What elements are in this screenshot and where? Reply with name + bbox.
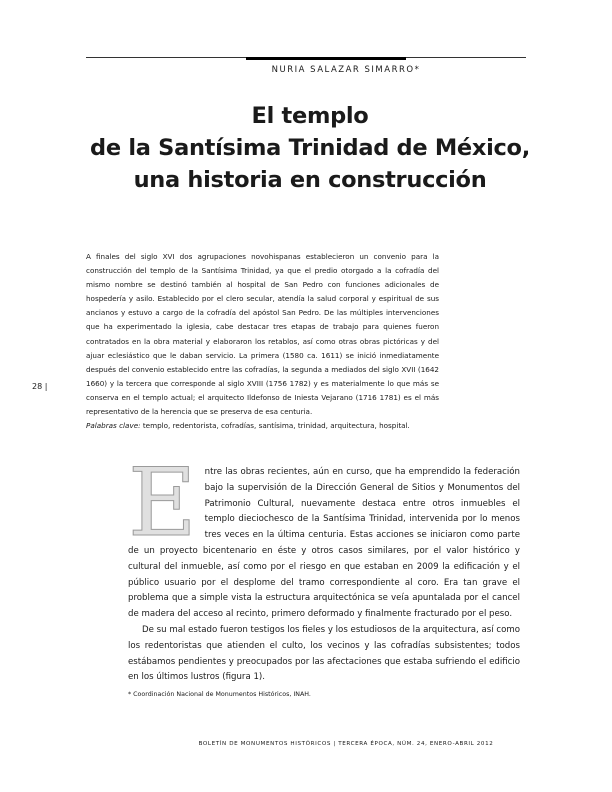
keywords-label: Palabras clave: xyxy=(86,421,141,431)
body-text xyxy=(128,449,520,686)
title-line-2: de la Santísima Trinidad de México, xyxy=(90,135,530,162)
abstract xyxy=(86,250,439,433)
page-number: 28 | xyxy=(32,382,48,391)
header-rule-accent xyxy=(246,57,406,60)
abstract-text: A finales del siglo XVI dos agrupaciones novohispanas establecieron un convenio para la construcción del templo de la Santísima Trinidad, ya que el predio otorgado a la cofradía del mismo nombre se destinó también al hospital de San Pedro con funciones adicionales de hospedería y asilo. Establecido por el clero secular, atendía la salud corporal y espiritual de sus ancianos y estuvo a cargo de la cofradía del apóstol San Pedro. De las múltiples intervenciones que ha experimentado la iglesia, cabe destacar tres etapas de trabajo para quienes fueron contratados en la obra material y elaboraron los retablos, así como otras obras pictóricas y del ajuar eclesiástico que le daban servicio. La primera (1580 ca. 1611) se inició inmediatamente después del convenio establecido entre las cofradías, la segunda a mediados del siglo XVII (1642 1660) y la tercera que corresponde al siglo XVIII (1756 1782) y es materialmente lo que más se conserva en el templo actual; el arquitecto Ildefonso de Iniesta Vejarano (1716 1781) es el más representativo de la herencia que se preserva de esa centuria. xyxy=(86,252,439,417)
title-line-1: El templo xyxy=(251,103,369,129)
footnote: * Coordinación Nacional de Monumentos Históricos, INAH. xyxy=(128,691,311,698)
title-line-3: una historia en construcción xyxy=(133,167,487,194)
drop-cap: E xyxy=(128,449,197,558)
paragraph-2: De su mal estado fueron testigos los fieles y los estudiosos de la arquitectura, así como los redentoristas que atienden el culto, los vecinos y las cofradías subsistentes; todos estábamos pendientes y preocupados por las afectaciones que estaba sufriendo el edificio en los últimos lustros (figura 1). xyxy=(128,624,520,683)
author-name: NURIA SALAZAR SIMARRO* xyxy=(271,65,421,75)
journal-footer: BOLETÍN DE MONUMENTOS HISTÓRICOS | TERCERA ÉPOCA, NÚM. 24, ENERO-ABRIL 2012 xyxy=(198,741,494,747)
keywords xyxy=(86,419,439,433)
paragraph-1: ntre las obras recientes, aún en curso, que ha emprendido la federación bajo la supervisión de la Dirección General de Sitios y Monumentos del Patrimonio Cultural, nuevamente destaca entre otros inmuebles el templo dieciochesco de la Santísima Trinidad, intervenida por lo menos tres veces en la última centuria. Estas acciones se iniciaron como parte de un proyecto bicentenario en éste y otros casos similares, por el valor histórico y cultural del inmueble, así como por el riesgo en que estaban en 2009 la edificación y el público usuario por el desplome del tramo correspondiente al coro. Era tan grave el problema que a simple vista la estructura arquitectónica se veía apuntalada por el cancel de madera del acceso al recinto, primero deformado y finalmente fracturado por el peso. xyxy=(128,467,520,620)
keywords-list: templo, redentorista, cofradías, santísima, trinidad, arquitectura, hospital. xyxy=(140,421,410,431)
article-title xyxy=(86,100,534,197)
